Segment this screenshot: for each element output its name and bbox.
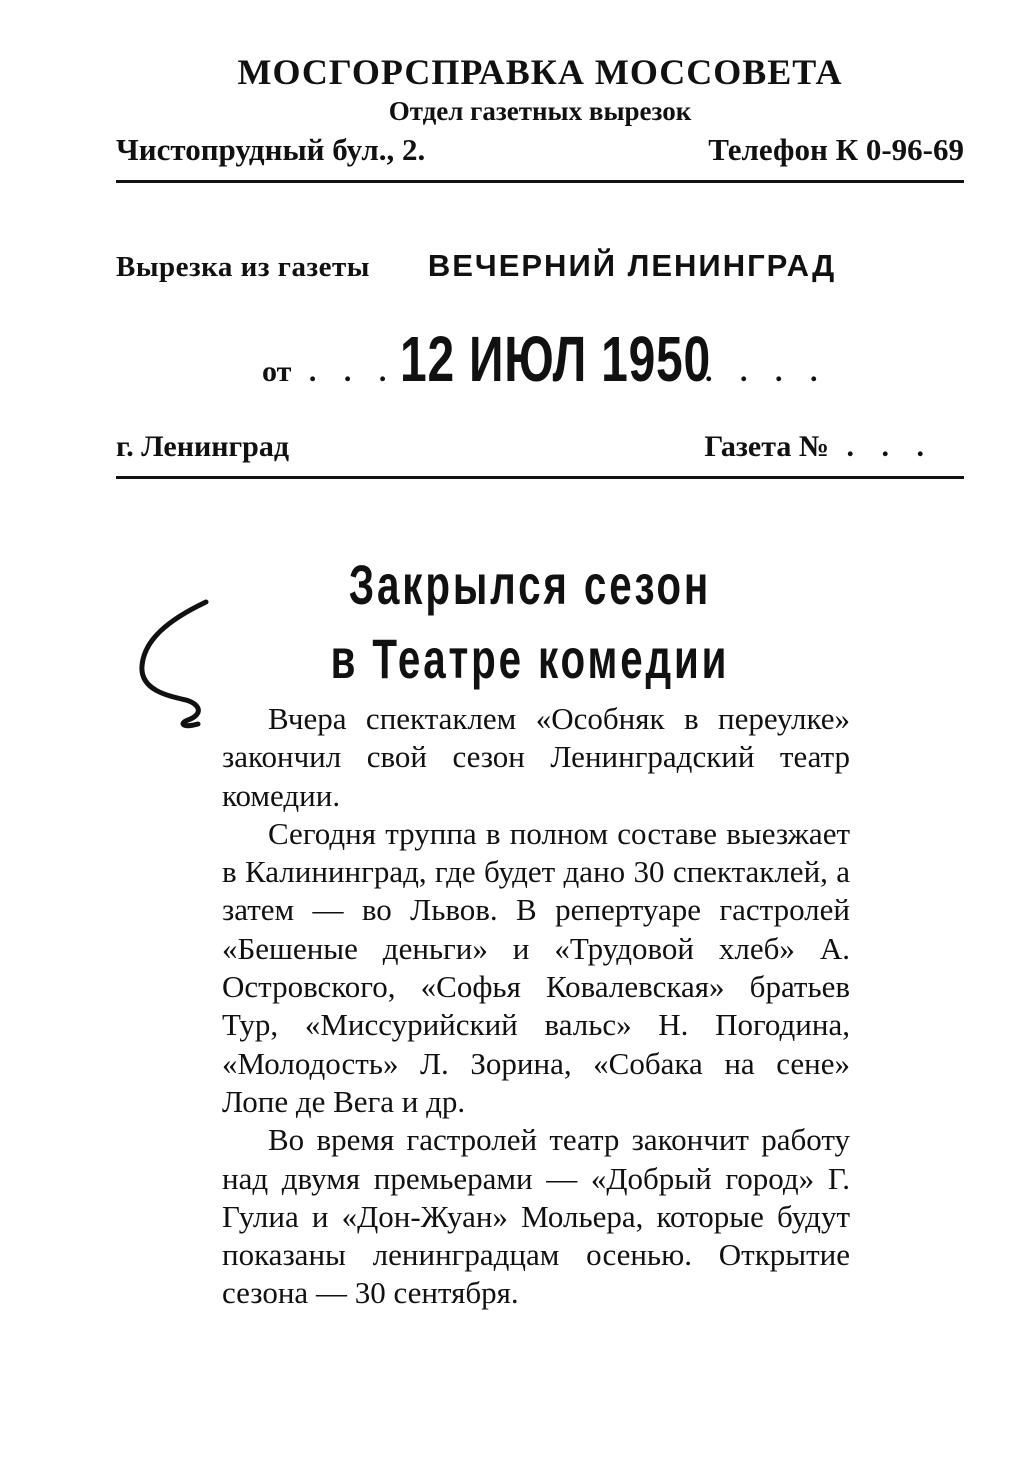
article-paragraph: Во время гастролей театр закончит работу над двумя премьерами — «Добрый город» Г. Гулиа и «Дон-Жуан» Мольера, которые будут показаны ленинградцам осенью. Открытие сезона — 30 сентября. <box>222 1122 850 1311</box>
article-paragraph: Сегодня труппа в полном составе выезжает в Калининград, где будет дано 30 спектаклей, а затем — во Львов. В репертуаре гастролей «Бешеные деньги» и «Трудовой хлеб» А. Островского, «Софья Ковалевская» братьев Тур, «Миссурийский вальс» Н. Погодина, «Молодость» Л. Зорина, «Собака на сене» Лопе де Вега и др. <box>222 815 850 1119</box>
date-dots-left: . . . <box>291 355 397 388</box>
source-divider <box>116 476 964 479</box>
address: Чистопрудный бул., 2. <box>116 132 426 167</box>
newspaper-name: ВЕЧЕРНИЙ ЛЕНИНГРАД <box>427 248 837 283</box>
source-label: Вырезка из газеты <box>116 251 370 283</box>
article-body <box>222 700 850 1313</box>
city: г. Ленинград <box>116 430 290 463</box>
issue-field <box>704 430 934 464</box>
date-dots-right: . . . . <box>704 355 828 388</box>
headline-line-1: Закрылся сезон <box>348 553 712 616</box>
article-headline <box>210 548 850 696</box>
margin-mark-icon <box>128 596 224 736</box>
article-paragraph: Вчера спектаклем «Особняк в переулке» закончил свой сезон Ленинградский театр комедии. <box>222 701 850 813</box>
date-stamp: 12 ИЮЛ 1950 <box>400 323 712 395</box>
city-row <box>116 430 964 464</box>
clipping-header <box>116 50 964 183</box>
phone: Телефон К 0-96-69 <box>708 132 964 167</box>
source-row <box>116 248 964 284</box>
date-row <box>262 322 827 396</box>
org-name: МОСГОРСПРАВКА МОССОВЕТА <box>237 52 843 92</box>
issue-label: Газета № <box>704 430 829 463</box>
headline-line-2: в Театре комедии <box>330 627 730 690</box>
department-name: Отдел газетных вырезок <box>388 96 692 126</box>
issue-dots: . . . <box>829 430 934 463</box>
contact-row <box>116 130 964 170</box>
date-prefix: от <box>262 355 292 388</box>
header-divider <box>116 180 964 183</box>
